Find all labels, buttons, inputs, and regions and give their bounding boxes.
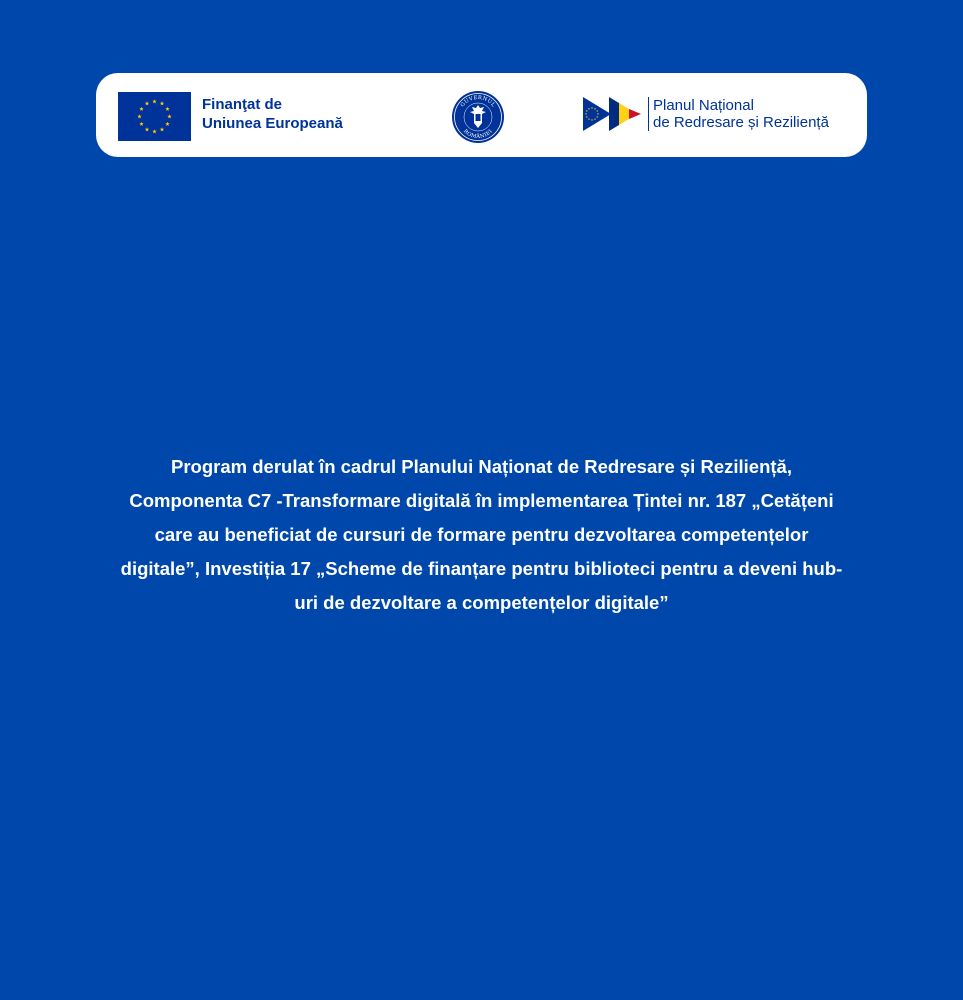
eu-funding-line-1: Finanţat de	[202, 96, 283, 113]
romanian-government-seal-icon	[451, 90, 505, 144]
pnrr-line-2: de Redresare și Reziliență	[653, 114, 829, 131]
seal-top-text: GUVERNUL	[459, 94, 497, 109]
pnrr-arrows-icon	[583, 97, 643, 131]
eu-funding-label	[202, 95, 343, 133]
pnrr-line-1: Planul Național	[653, 97, 754, 114]
pnrr-label	[648, 97, 829, 131]
eu-funding-line-2: Uniunea Europeană	[202, 115, 343, 132]
eu-flag-icon	[118, 92, 191, 141]
logo-bar	[96, 73, 867, 157]
seal-bottom-text: ROMÂNIEI	[462, 128, 495, 141]
program-description: Program derulat în cadrul Planului Naționat de Redresare și Reziliență, Componenta C7 -Transformare digitală în implementarea Țintei nr. 187 „Cetățeni care au beneficiat de cursuri de formare pentru dezvoltarea competențelor digitale”, Investiția 17 „Scheme de finanțare pentru biblioteci pentru a deveni hub-uri de dezvoltare a competențelor digitale”	[120, 456, 843, 613]
